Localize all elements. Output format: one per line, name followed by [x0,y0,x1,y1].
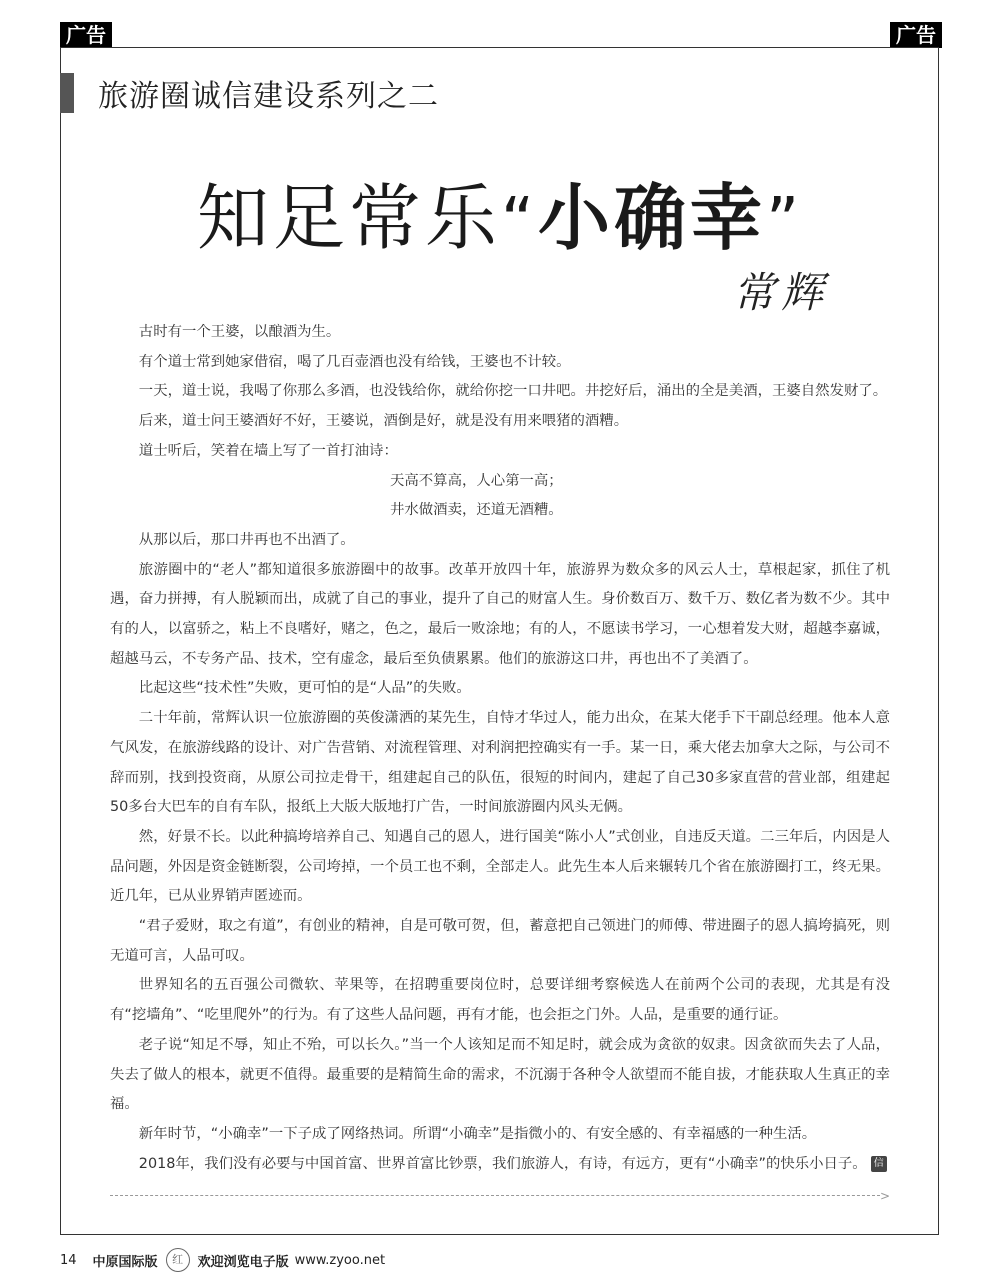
title-highlight: 小确幸 [538,176,767,260]
title-open-quote: “ [500,185,538,259]
poem-line: 天高不算高，人心第一高； [390,472,563,489]
series-title: 旅游圈诚信建设系列之二 [98,79,439,114]
ad-label-right: 广告 [890,22,942,48]
paragraph: 世界知名的五百强公司微软、苹果等，在招聘重要岗位时，总要详细考察候选人在前两个公司的表现，尤其是有没有“挖墙角”、“吃里爬外”的行为。有了这些人品问题，再有才能，也会拒之门外。人品，是重要的通行证。 [110,977,890,1024]
publication-name: 中原国际版 [92,1254,158,1270]
arrow-icon: > [880,1189,891,1203]
series-header [60,73,439,113]
paragraph: 有个道士常到她家借宿，喝了几百壶酒也没有给钱，王婆也不计较。 [138,353,571,370]
divider-line [110,1195,880,1196]
welcome-text: 欢迎浏览电子版 [197,1254,289,1270]
title-close-quote: ” [766,185,804,259]
paragraph: 从那以后，那口井再也不出酒了。 [138,531,355,548]
paragraph: “君子爱财，取之有道”，有创业的精神，自是可敬可贺，但，蓄意把自己领进门的师傅、带进圈子的恩人搞垮搞死，则无道可言，人品可叹。 [110,918,890,964]
paragraph: 古时有一个王婆，以酿酒为生。 [138,324,341,340]
article-body [110,318,890,1179]
paragraph: 后来，道士问王婆酒好不好，王婆说，酒倒是好，就是没有用来喂猪的酒糟。 [138,413,629,430]
paragraph: 道士听后，笑着在墙上写了一首打油诗： [138,442,398,459]
website-url[interactable]: www.zyoo.net [294,1252,386,1268]
paragraph: 二十年前，常辉认识一位旅游圈的英俊潇洒的某先生，自恃才华过人，能力出众，在某大佬手下干副总经理。他本人意气风发，在旅游线路的设计、对广告营销、对流程管理、对利润把控确实有一手。某一日，乘大佬去加拿大之际，与公司不辞而别，找到投资商，从原公司拉走骨干，组建起自己的队伍，很短的时间内，建起了自己30多家直营的营业部，组建起50多台大巴车的自有车队，报纸上大版大版地打广告，一时间旅游圈内风头无俩。 [110,710,890,816]
article-title [0,160,1000,264]
page-footer [60,1248,385,1272]
paragraph: 比起这些“技术性”失败，更可怕的是“人品”的失败。 [138,680,471,697]
paragraph: 新年时节，“小确幸”一下子成了网络热词。所谓“小确幸”是指微小的、有安全感的、有幸福感的一种生活。 [138,1125,817,1142]
poem-line: 井水做酒卖，还道无酒糟。 [390,502,563,519]
paragraph: 旅游圈中的“老人”都知道很多旅游圈中的故事。改革开放四十年，旅游界为数众多的风云人士，草根起家，抓住了机遇，奋力拼搏，有人脱颖而出，成就了自己的事业，提升了自己的财富人生。身价数百万、数千万、数亿者为数不少。其中有的人，以富骄之，粘上不良嗜好，赌之，色之，最后一败涂地；有的人，不愿读书学习，一心想着发大财，超越李嘉诚，超越马云，不专务产品、技术，空有虚念，最后至负债累累。他们的旅游这口井，再也出不了美酒了。 [110,561,890,667]
paragraph: 老子说“知足不辱，知止不殆，可以长久。”当一个人该知足而不知足时，就会成为贪欲的奴隶。因贪欲而失去了人品，失去了做人的根本，就更不值得。最重要的是精简生命的需求，不沉溺于各种令人欲望而不能自拔，才能获取人生真正的幸福。 [110,1036,890,1113]
paragraph-text: 2018年，我们没有必要与中国首富、世界首富比钞票，我们旅游人，有诗，有远方，更有“小确幸”的快乐小日子。 [138,1155,867,1172]
paragraph: 然，好景不长。以此种搞垮培养自己、知遇自己的恩人，进行国美“陈小人”式创业，自违反天道。二三年后，内因是人品问题，外因是资金链断裂，公司垮掉，一个员工也不剩，全部走人。此先生本人后来辗转几个省在旅游圈打工，终无果。近几年，已从业界销声匿迹而。 [110,828,890,905]
last-paragraph [110,1150,890,1180]
title-prefix: 知足常乐 [196,176,501,260]
ad-label-left: 广告 [60,22,112,48]
end-mark-icon: 信 [871,1156,887,1172]
page-number: 14 [60,1252,77,1268]
series-bar [60,73,74,113]
author-signature: 常辉 [733,268,830,317]
logo-icon: 红 [166,1248,190,1272]
paragraph: 一天，道士说，我喝了你那么多酒，也没钱给你，就给你挖一口井吧。井挖好后，涌出的全是美酒，王婆自然发财了。 [138,383,888,400]
